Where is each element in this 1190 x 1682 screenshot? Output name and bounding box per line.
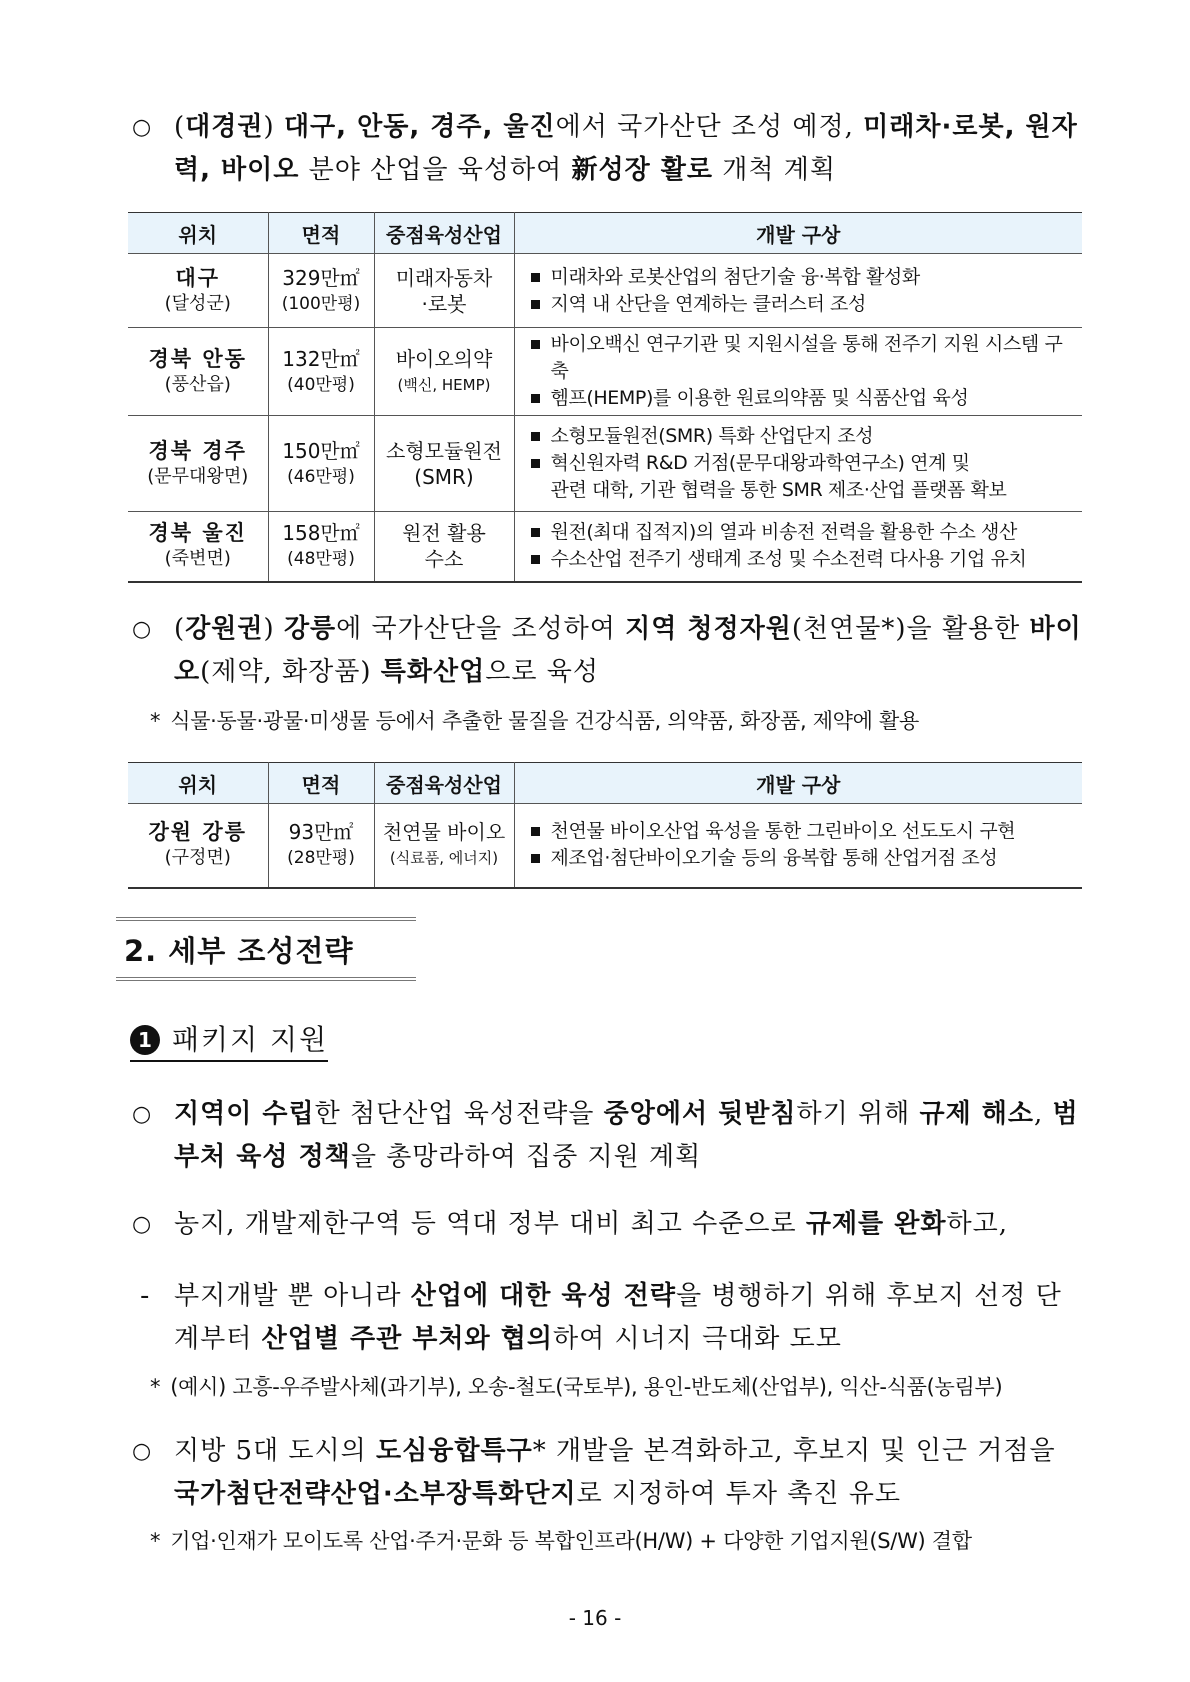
paragraph-daegyeong [132,106,1082,192]
paragraph-text [132,1093,1082,1179]
body-text: 에 국가산단을 조성하여 [336,614,626,644]
plan-cell [514,328,1082,416]
emphasis-text: 대구, 안동, 경주, 울진 [283,112,556,142]
area-pyeong: (28만평) [287,848,355,869]
header-area: 면적 [268,213,374,254]
paragraph-gangwon [132,608,1082,694]
location-cell [128,512,268,582]
body-text: * 개발을 본격화하고, 후보지 및 인근 거점을 [532,1436,1056,1466]
emphasis-text: 강릉 [283,614,337,644]
industry-name: 원전 활용 [402,521,486,546]
header-industry: 중점육성산업 [374,763,514,804]
location-sub: (풍산읍) [164,373,231,395]
industry-sub: 수소 [424,547,464,572]
body-text: , [1034,1099,1053,1129]
location-sub: (달성군) [164,292,231,314]
plan-cell [514,254,1082,328]
industry-sub: (백신, HEMP) [397,375,491,394]
plan-cell [514,512,1082,582]
location-sub: (구정면) [164,847,231,869]
body-text: 부지개발 뿐 아니라 [174,1281,411,1311]
body-text: ( [174,112,186,142]
table-row [128,254,1082,328]
table-row [128,512,1082,582]
emphasis-text: 미래차·로봇, 원자력, 바이오 [174,112,1078,185]
plan-item: 소형모듈원전(SMR) 특화 산업단지 조성 [529,423,1079,450]
body-text: 으로 육성 [485,657,599,687]
body-text: 한 첨단산업 육성전략을 [314,1099,604,1129]
body-text: 농지, 개발제한구역 등 역대 정부 대비 최고 수준으로 [174,1209,806,1239]
area-cell [268,328,374,416]
body-text: 에서 국가산단 조성 예정, [555,112,864,142]
body-text: 하기 위해 [796,1099,920,1129]
industry-cell [374,804,514,888]
header-industry: 중점육성산업 [374,213,514,254]
body-text: (제약, 화장품) [200,657,381,687]
industry-cell [374,512,514,582]
header-location: 위치 [128,763,268,804]
industry-name: 천연물 바이오 [382,820,506,845]
location-cell [128,416,268,512]
body-text: 을 총망라하여 집중 지원 계획 [350,1142,702,1172]
emphasis-text: 규제를 완화 [805,1209,947,1239]
industry-sub: (식료품, 에너지) [389,849,499,868]
plan-cell [514,804,1082,888]
area-cell [268,512,374,582]
area-cell [268,804,374,888]
emphasis-text: 규제 해소 [919,1099,1035,1129]
emphasis-text: 강원권 [185,614,264,644]
plan-cell [514,416,1082,512]
header-area: 면적 [268,763,374,804]
industry-cell [374,328,514,416]
page-number: - 16 - [568,1606,622,1630]
body-text: 개척 계획 [713,155,837,185]
area-value: 93만㎡ [288,820,354,845]
daegyeong-plan-table [128,212,1082,583]
plan-item: 헴프(HEMP)를 이용한 원료의약품 및 식품산업 육성 [529,385,1079,412]
dash-text [140,1275,1082,1361]
emphasis-text: 범부처 육성 정책 [174,1099,1079,1172]
header-plan: 개발 구상 [514,213,1082,254]
paragraph-deregulation [132,1203,1082,1246]
plan-item-continued: 관련 대학, 기관 협력을 통한 SMR 제조·산업 플랫폼 확보 [550,479,1007,501]
gangwon-plan-table [128,762,1082,889]
body-text: ( [174,614,186,644]
circle-bullet: ○ [132,1102,153,1127]
footnote-text: 식물·동물·광물·미생물 등에서 추출한 물질을 건강식품, 의약품, 화장품, 제약에 활용 [170,709,919,733]
location-sub: (죽변면) [164,548,231,570]
table-row [128,328,1082,416]
rule-line [116,920,416,921]
industry-name: 미래자동차 [395,265,493,290]
paragraph-text [132,1430,1082,1516]
location-name: 경북 안동 [148,346,247,371]
subsection-title: 패키지 지원 [172,1023,329,1056]
location-name: 강원 강릉 [148,820,247,845]
footnote-infrastructure [150,1526,1082,1556]
body-text: 하고, [946,1209,1008,1239]
section-title: 2. 세부 조성전략 [124,934,354,968]
paragraph-text [132,106,1082,192]
location-cell [128,804,268,888]
emphasis-text: 특화산업 [380,657,486,687]
body-text: (천연물*)을 활용한 [791,614,1030,644]
plan-item: 원전(최대 집적지)의 열과 비송전 전력을 활용한 수소 생산 [529,519,1079,546]
rule-line [116,917,416,918]
circle-bullet: ○ [132,1439,153,1464]
body-text: 을 병행하기 위해 후보지 선정 단계부터 [174,1281,1062,1354]
area-value: 329만㎡ [282,265,360,290]
footnote-text: (예시) 고흥-우주발사체(과기부), 오송-철도(국토부), 용인-반도체(산업부), 익산-식품(농림부) [170,1375,1003,1399]
section-heading [116,917,416,981]
location-cell [128,328,268,416]
location-name: 경북 울진 [148,521,247,546]
industry-cell [374,416,514,512]
circle-bullet: ○ [132,617,153,642]
paragraph-central-support [132,1093,1082,1179]
table-header-row [128,763,1082,804]
body-text: 로 지정하여 투자 촉진 유도 [576,1479,901,1509]
body-text: 분야 산업을 육성하여 [299,155,572,185]
plan-item: 미래차와 로봇산업의 첨단기술 융·복합 활성화 [529,264,1079,291]
rule-line [116,977,416,978]
industry-cell [374,254,514,328]
industry-name: 바이오의약 [395,346,493,371]
industry-sub: (SMR) [414,464,474,489]
plan-item: 수소산업 전주기 생태계 조성 및 수소전력 다사용 기업 유치 [529,546,1079,573]
dash-bullet: - [140,1281,151,1311]
area-pyeong: (46만평) [287,466,355,487]
paragraph-text [132,1203,1082,1246]
emphasis-text: 도심융합특구 [376,1436,533,1466]
circle-bullet: ○ [132,1212,153,1237]
asterisk: * [150,1375,161,1399]
area-pyeong: (100만평) [281,293,361,314]
header-location: 위치 [128,213,268,254]
header-plan: 개발 구상 [514,763,1082,804]
emphasis-text: 산업에 대한 육성 전략 [410,1281,676,1311]
footnote-examples [150,1372,1082,1402]
area-pyeong: (40만평) [287,374,355,395]
industry-name: 소형모듈원전 [386,438,502,463]
paragraph-urban-convergence [132,1430,1082,1516]
area-cell [268,254,374,328]
table-row [128,804,1082,888]
body-text: 하여 시너지 극대화 도모 [552,1324,842,1354]
number-badge-icon: 1 [130,1025,160,1055]
industry-sub: ·로봇 [421,291,467,316]
area-value: 132만㎡ [282,346,360,371]
emphasis-text: 지역이 수립 [174,1099,315,1129]
area-value: 158만㎡ [282,521,360,546]
paragraph-text [132,608,1082,694]
plan-item: 천연물 바이오산업 육성을 통한 그린바이오 선도도시 구현 [529,818,1079,845]
asterisk: * [150,709,161,733]
emphasis-text: 지역 청정자원 [625,614,792,644]
location-name: 경북 경주 [148,438,247,463]
table-header-row [128,213,1082,254]
area-pyeong: (48만평) [287,549,355,570]
emphasis-text: 新성장 활로 [571,155,714,185]
footnote-natural-products [150,706,1082,736]
area-value: 150만㎡ [282,438,360,463]
body-text: ) [263,112,284,142]
circle-bullet: ○ [132,115,153,140]
subsection-heading [130,1018,328,1062]
emphasis-text: 국가첨단전략산업·소부장특화단지 [174,1479,577,1509]
location-name: 대구 [175,265,221,290]
area-cell [268,416,374,512]
body-text: 지방 5대 도시의 [174,1436,377,1466]
table-row [128,416,1082,512]
emphasis-text: 바이오 [174,614,1082,687]
location-sub: (문무대왕면) [147,465,249,487]
footnote-text: 기업·인재가 모이도록 산업·주거·문화 등 복합인프라(H/W) + 다양한 기업지원(S/W) 결합 [170,1529,972,1553]
location-cell [128,254,268,328]
plan-item: 바이오백신 연구기관 및 지원시설을 통해 전주기 지원 시스템 구축 [529,331,1079,385]
rule-line [116,980,416,981]
body-text: ) [263,614,284,644]
emphasis-text: 중앙에서 뒷받침 [603,1099,797,1129]
dash-item-ministry-cooperation [140,1275,1082,1361]
asterisk: * [150,1529,161,1553]
plan-item: 혁신원자력 R&D 거점(문무대왕과학연구소) 연계 및 [529,450,1079,477]
plan-item: 제조업·첨단바이오기술 등의 융복합 통해 산업거점 조성 [529,845,1079,872]
plan-item: 지역 내 산단을 연계하는 클러스터 조성 [529,291,1079,318]
emphasis-text: 대경권 [185,112,264,142]
emphasis-text: 산업별 주관 부처와 협의 [261,1324,553,1354]
